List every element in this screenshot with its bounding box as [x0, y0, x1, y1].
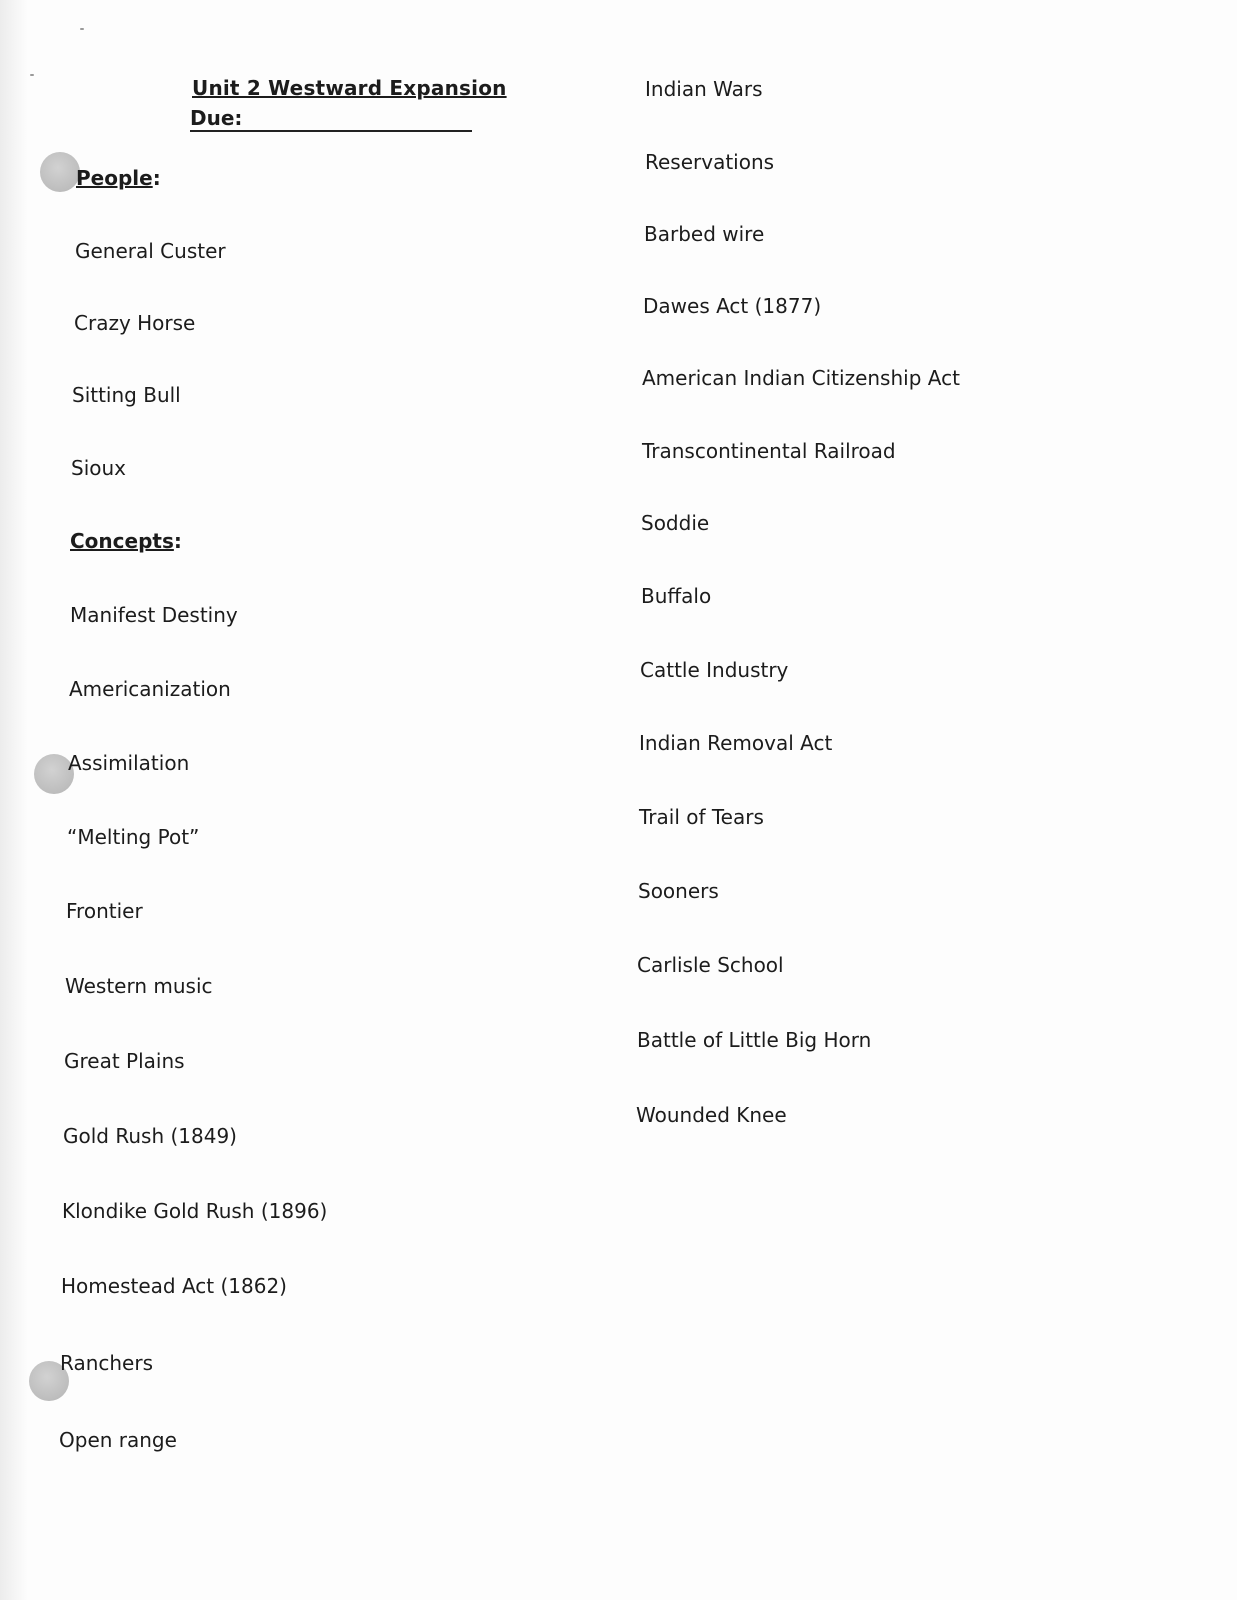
worksheet-title: Unit 2 Westward Expansion [192, 76, 507, 100]
list-item: Great Plains [64, 1049, 185, 1073]
scan-edge-shadow [0, 0, 28, 1600]
list-item: Indian Wars [645, 77, 763, 101]
list-item: Ranchers [60, 1351, 154, 1375]
list-item: Transcontinental Railroad [642, 439, 896, 463]
list-item: Reservations [645, 150, 775, 174]
list-item: General Custer [75, 239, 226, 263]
list-item: Homestead Act (1862) [61, 1274, 287, 1298]
punch-hole [40, 152, 80, 192]
scan-speck [30, 74, 34, 76]
list-item: Sitting Bull [72, 383, 181, 407]
list-item: Sioux [71, 456, 126, 480]
list-item: Americanization [69, 677, 231, 701]
list-item: Barbed wire [644, 222, 765, 246]
concepts-heading: Concepts: [70, 529, 182, 553]
list-item: Battle of Little Big Horn [637, 1028, 872, 1052]
list-item: Gold Rush (1849) [63, 1124, 237, 1148]
list-item: Dawes Act (1877) [643, 294, 822, 318]
list-item: Indian Removal Act [639, 731, 833, 755]
list-item: “Melting Pot” [67, 825, 200, 849]
list-item: Frontier [66, 899, 143, 923]
people-heading: People: [76, 166, 161, 190]
list-item: Wounded Knee [636, 1103, 787, 1127]
due-date-line [190, 107, 472, 132]
list-item: Assimilation [68, 751, 190, 775]
list-item: Sooners [638, 879, 719, 903]
due-label: Due: [190, 106, 243, 130]
list-item: Western music [65, 974, 213, 998]
list-item: Cattle Industry [640, 658, 789, 682]
list-item: American Indian Citizenship Act [642, 366, 960, 390]
list-item: Open range [59, 1428, 177, 1452]
list-item: Manifest Destiny [70, 603, 238, 627]
list-item: Buffalo [641, 584, 712, 608]
list-item: Carlisle School [637, 953, 784, 977]
list-item: Soddie [641, 511, 710, 535]
scan-speck [80, 28, 84, 30]
list-item: Klondike Gold Rush (1896) [62, 1199, 328, 1223]
list-item: Trail of Tears [639, 805, 764, 829]
list-item: Crazy Horse [74, 311, 196, 335]
